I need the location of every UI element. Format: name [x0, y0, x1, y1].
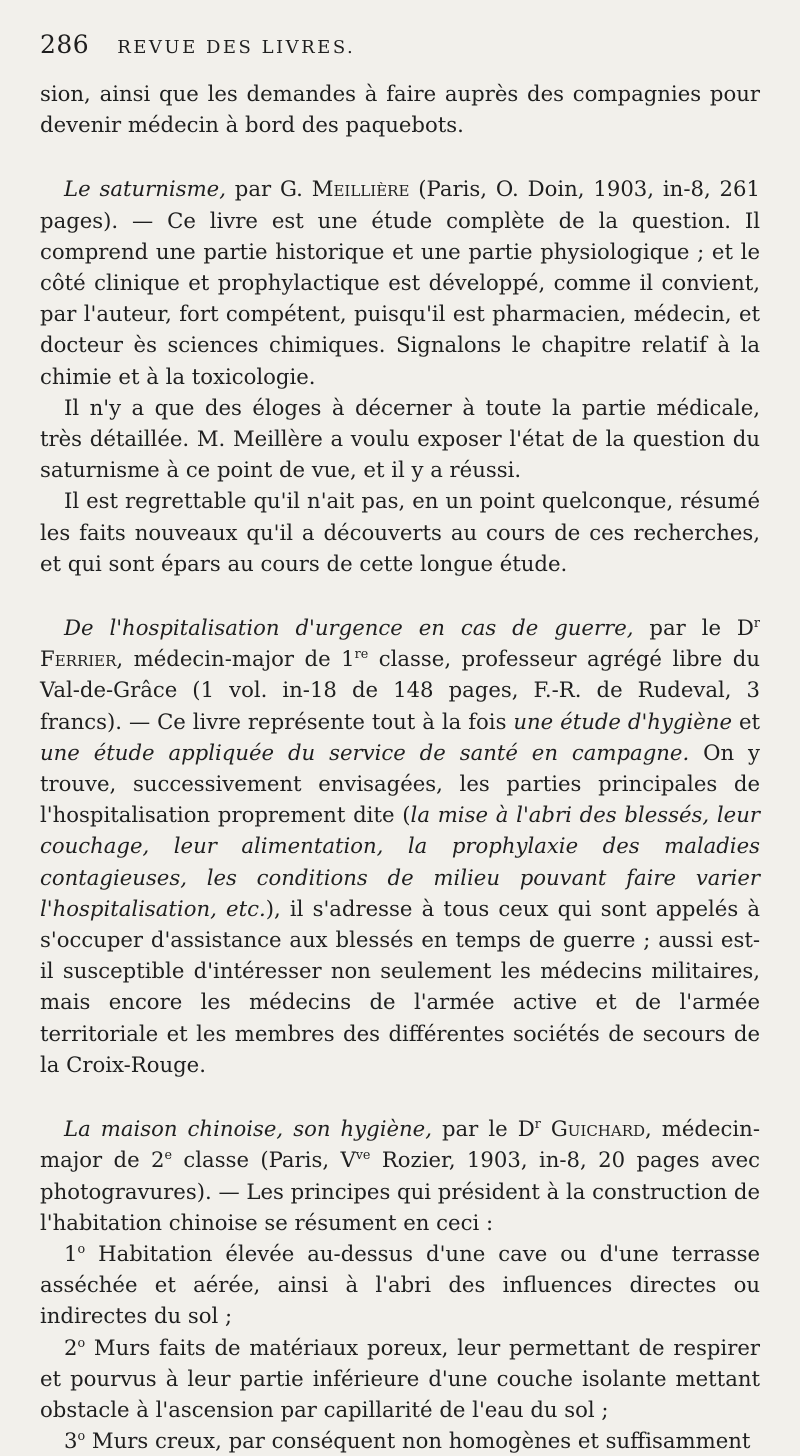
page-body: [40, 78, 760, 1456]
list-item: 1$^o$ Habitation élevée au-dessus d'une cave ou d'une terrasse asséchée et aérée, ainsi à l'abri des influences directes ou indirectes du sol ;: [40, 1240, 760, 1329]
author-name: Meillière: [311, 176, 410, 202]
page-number: 286: [40, 30, 90, 59]
review-maison-chinoise: La maison chinoise, son hygiène, par le $D^r$ Guichard, médecin-major de 2e classe (Paris, $V^{ve}$ Rozier, 1903, in-8, 20 pages avec photogravures). — Les principes qui président à la construction de l'habitation chinoise se résument en ceci :: [40, 1116, 761, 1235]
book-title: Le saturnisme,: [64, 176, 226, 202]
paragraph: Il n'y a que des éloges à décerner à toute la partie médicale, très détaillée. M. Meillère a voulu exposer l'état de la question du saturnisme à ce point de vue, et il y a réussi.: [40, 394, 760, 483]
book-title: La maison chinoise, son hygiène,: [64, 1116, 432, 1142]
author-name: Ferrier: [40, 646, 117, 672]
running-title: REVUE DES LIVRES.: [117, 37, 356, 58]
book-title: De l'hospitalisation d'urgence en cas de guerre,: [64, 615, 634, 641]
author-name: Guichard: [550, 1116, 646, 1142]
list-item: 3$^o$ Murs creux, par conséquent non homogènes et suffisamment: [64, 1428, 751, 1454]
review-saturnisme: Le saturnisme, par G. Meillière (Paris, O. Doin, 1903, in-8, 261 pages). — Ce livre est une étude complète de la question. Il comprend une partie historique et une partie physiologique ; et le côté clinique et prophylactique est développé, comme il convient, par l'auteur, fort compétent, puisqu'il est pharmacien, médecin, et docteur ès sciences chimiques. Signalons le chapitre relatif à la chimie et à la toxicologie.: [40, 176, 760, 389]
review-hospitalisation: De l'hospitalisation d'urgence en cas de guerre, par le $D^r$ Ferrier, médecin-major de 1re classe, professeur agrégé libre du Val-de-Grâce (1 vol. in-18 de 148 pages, F.-R. de Rudeval, 3 francs). — Ce livre représente tout à la fois une étude d'hygiène et une étude appliquée du service de santé en campagne. On y trouve, successivement envisagées, les parties principales de l'hospitalisation proprement dite (la mise à l'abri des blessés, leur couchage, leur alimentation, la prophylaxie des maladies contagieuses, les conditions de milieu pouvant faire varier l'hospitalisation, etc.), il s'adresse à tous ceux qui sont appelés à s'occuper d'assistance aux blessés en temps de guerre ; aussi est-il susceptible d'intéresser non seulement les médecins militaires, mais encore les médecins de l'armée active et de l'armée territoriale et les membres des différentes sociétés de secours de la Croix-Rouge.: [40, 614, 761, 1077]
paragraph-continuation: sion, ainsi que les demandes à faire auprès des compagnies pour devenir médecin à bord des paquebots.: [40, 81, 760, 138]
list-item: 2$^o$ Murs faits de matériaux poreux, leur permettant de respirer et pourvus à leur partie inférieure d'une couche isolante mettant obstacle à l'ascension par capillarité de l'eau du sol ;: [40, 1334, 760, 1422]
page-header: [40, 30, 760, 78]
paragraph: Il est regrettable qu'il n'ait pas, en un point quelconque, résumé les faits nouveaux qu'il a découverts au cours de ces recherches, et qui sont épars au cours de cette longue étude.: [40, 488, 760, 576]
